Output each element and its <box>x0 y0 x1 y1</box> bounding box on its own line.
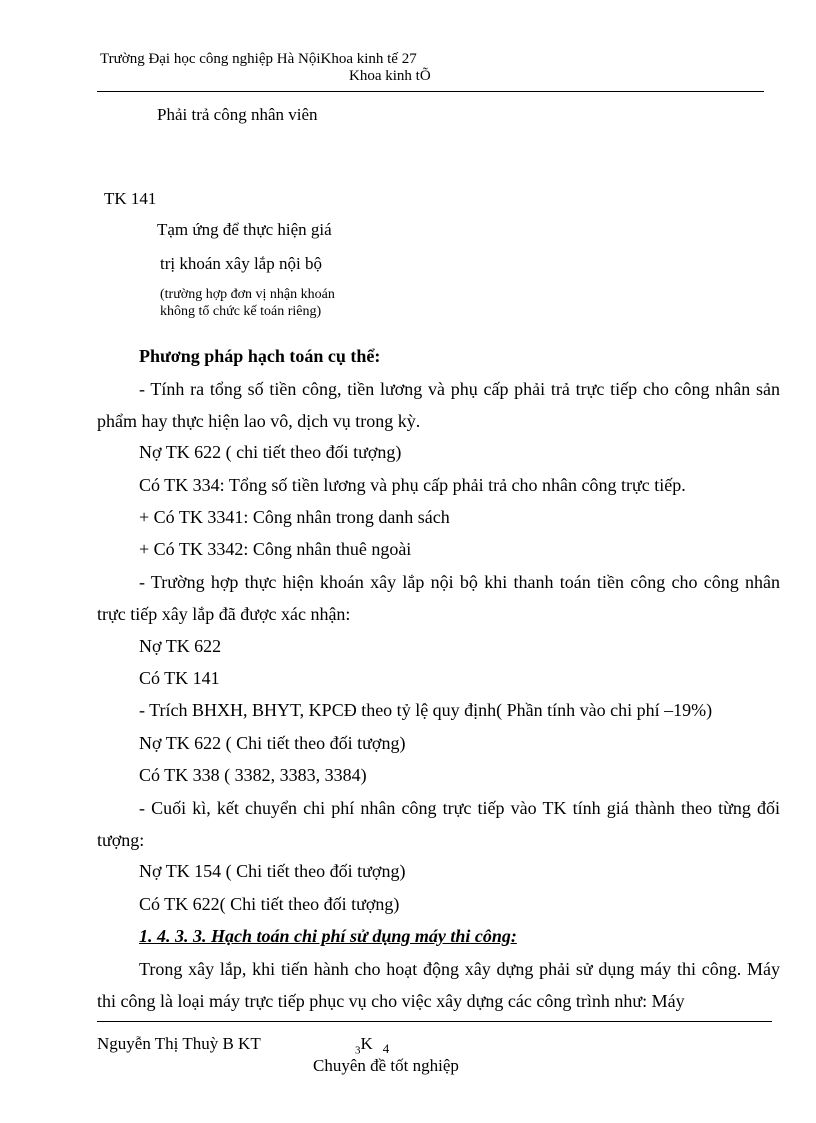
paragraph-internal-contract: - Trường hợp thực hiện khoán xây lắp nội bộ khi thanh toán tiền công cho công nhân trực tiếp xây lắp đã được xác nhận: <box>97 572 780 624</box>
payable-label: Phải trả công nhân viên <box>157 105 318 124</box>
entry-debit-622-b: Nợ TK 622 <box>139 636 222 656</box>
footer-sub: 3 <box>355 1044 361 1057</box>
paragraph-period-end: - Cuối kì, kết chuyển chi phí nhân công trực tiếp vào TK tính giá thành theo từng đối tượng: <box>97 798 780 850</box>
section-title-machine-costs: 1. 4. 3. 3. Hạch toán chi phí sử dụng máy thi công: <box>139 926 517 946</box>
footer-thesis-label: Chuyên đề tốt nghiệp <box>313 1056 459 1075</box>
entry-debit-154: Nợ TK 154 ( Chi tiết theo đối tượng) <box>139 861 406 881</box>
entry-credit-3341: + Có TK 3341: Công nhân trong danh sách <box>139 507 450 527</box>
entry-credit-334: Có TK 334: Tổng số tiền lương và phụ cấp phải trả cho nhân công trực tiếp. <box>139 475 686 495</box>
account-tk141: TK 141 <box>104 189 157 208</box>
header-rule <box>97 91 764 92</box>
entry-credit-338: Có TK 338 ( 3382, 3383, 3384) <box>139 765 367 785</box>
entry-debit-622: Nợ TK 622 ( chi tiết theo đối tượng) <box>139 442 402 462</box>
note-line-1: (trường hợp đơn vị nhận khoán <box>160 287 335 302</box>
header-faculty-line: Khoa kinh tÕ <box>349 68 431 84</box>
footer-k: K <box>360 1034 373 1053</box>
note-line-2: không tổ chức kế toán riêng) <box>160 304 322 319</box>
entry-insurance: - Trích BHXH, BHYT, KPCĐ theo tỷ lệ quy định( Phần tính vào chi phí –19%) <box>139 700 713 720</box>
entry-credit-622: Có TK 622( Chi tiết theo đối tượng) <box>139 894 400 914</box>
advance-line-2: trị khoán xây lắp nội bộ <box>160 254 322 273</box>
footer-author: Nguyễn Thị Thuỳ B KT <box>97 1034 261 1053</box>
footer-class-code <box>355 1034 389 1056</box>
footer-sup: 4 <box>382 1041 390 1056</box>
paragraph-wages: - Tính ra tổng số tiền công, tiền lương và phụ cấp phải trả trực tiếp cho công nhân sản phẩm hay thực hiện lao vô, dịch vụ trong kỳ. <box>97 379 780 431</box>
advance-line-1: Tạm ứng để thực hiện giá <box>157 220 332 239</box>
entry-credit-141: Có TK 141 <box>139 668 220 688</box>
footer-rule <box>97 1021 772 1022</box>
entry-credit-3342: + Có TK 3342: Công nhân thuê ngoài <box>139 539 412 559</box>
header-school-line: Trường Đại học công nghiệp Hà NộiKhoa kinh tế 27 <box>100 51 417 67</box>
paragraph-machines: Trong xây lắp, khi tiến hành cho hoạt động xây dựng phải sử dụng máy thi công. Máy thi công là loại máy trực tiếp phục vụ cho việc xây dựng các công trình như: Máy <box>97 959 780 1011</box>
entry-debit-622-c: Nợ TK 622 ( Chi tiết theo đối tượng) <box>139 733 406 753</box>
method-heading: Phương pháp hạch toán cụ thể: <box>139 346 381 366</box>
